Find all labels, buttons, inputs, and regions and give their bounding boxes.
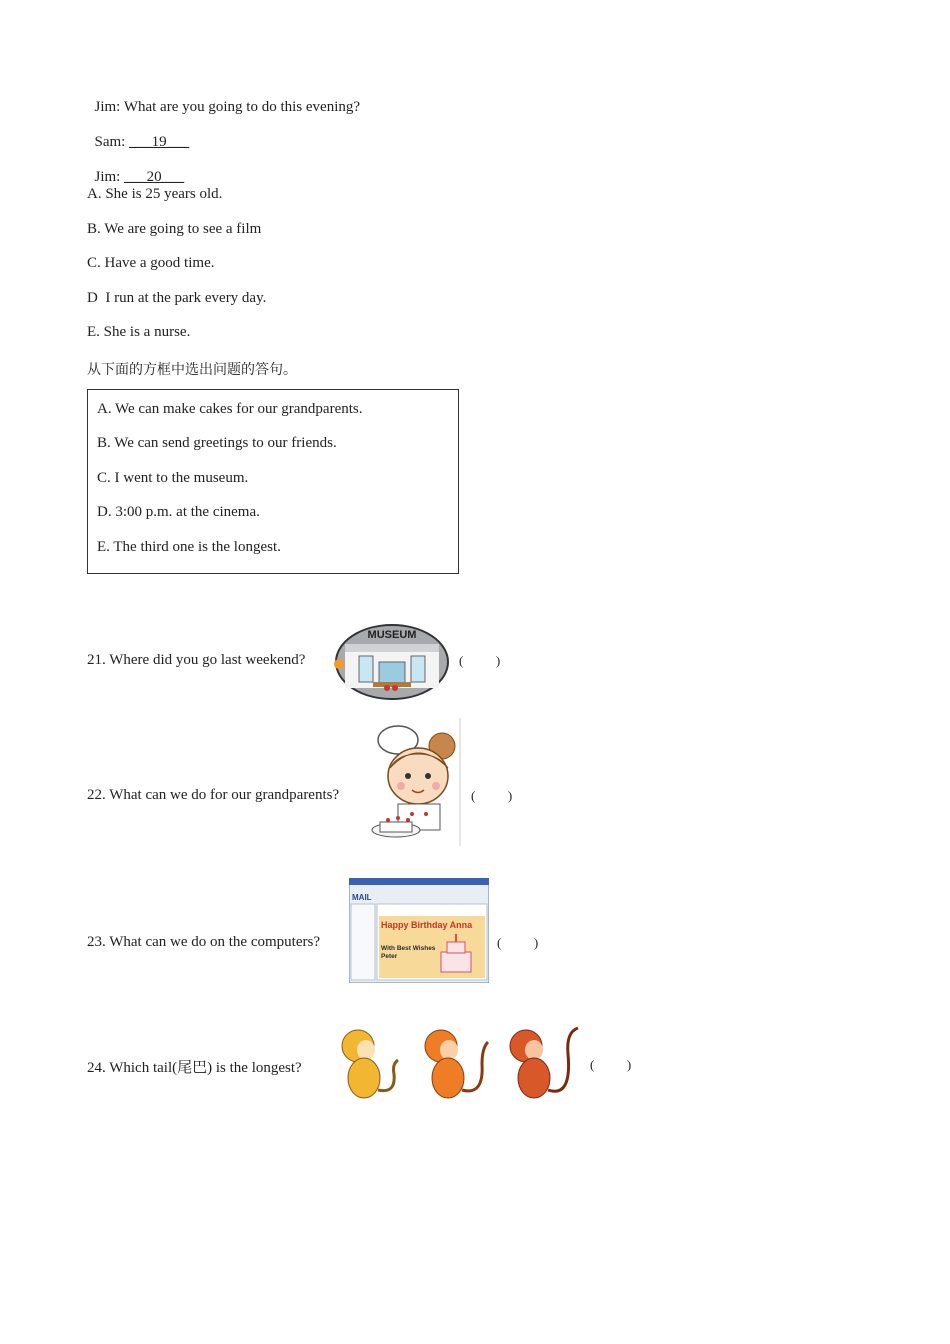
option-b: B. We are going to see a film [87, 221, 262, 237]
option-e: E. She is a nurse. [87, 324, 191, 340]
question-21: 21. Where did you go last weekend? [87, 652, 306, 668]
answer-22-paren[interactable]: ( ) [471, 788, 513, 803]
answer-options-box [87, 389, 459, 574]
answer-blank-20[interactable]: ___20___ [124, 169, 185, 185]
dialogue-line-1: Jim: What are you going to do this evening? [94, 99, 361, 115]
box-option-d: D. 3:00 p.m. at the cinema. [97, 504, 260, 520]
dialogue-line-2: Sam: ___19___ [94, 134, 190, 150]
three-monkeys-picture [336, 1024, 586, 1102]
section-instruction: 从下面的方框中选出问题的答句。 [87, 362, 297, 378]
monkey-2-body [432, 1058, 464, 1098]
question-22: 22. What can we do for our grandparents? [87, 787, 340, 803]
answer-23-paren[interactable]: ( ) [497, 935, 539, 950]
question-24: 24. Which tail(尾巴) is the longest? [87, 1060, 302, 1076]
answer-blank-19[interactable]: ___19___ [129, 134, 190, 150]
question-23: 23. What can we do on the computers? [87, 934, 320, 950]
birthday-email-picture [349, 878, 489, 983]
answer-21-paren[interactable]: ( ) [459, 653, 501, 668]
monkey-3-body [518, 1058, 550, 1098]
box-option-e: E. The third one is the longest. [97, 539, 281, 555]
box-option-a: A. We can make cakes for our grandparents. [97, 401, 363, 417]
museum-sign-text: MUSEUM [367, 629, 417, 641]
monkey-2 [425, 1030, 488, 1098]
card-signature-line2: Peter [381, 953, 398, 960]
card-signature-line1: With Best Wishes [381, 945, 436, 952]
option-d: D I run at the park every day. [87, 290, 267, 306]
card-title: Happy Birthday Anna [381, 920, 473, 930]
mail-label: MAIL [352, 893, 372, 902]
monkey-3 [510, 1028, 578, 1098]
answer-24-paren[interactable]: ( ) [590, 1057, 632, 1072]
option-c: C. Have a good time. [87, 255, 215, 271]
monkey-1-body [348, 1058, 380, 1098]
girl-baking-cake-picture [368, 718, 462, 846]
box-option-c: C. I went to the museum. [97, 470, 249, 486]
box-option-b: B. We can send greetings to our friends. [97, 435, 337, 451]
monkey-1 [342, 1030, 398, 1098]
option-a: A. She is 25 years old. [87, 186, 223, 202]
dialogue-line-3: Jim: ___20___ [94, 169, 185, 185]
museum-picture [333, 622, 451, 702]
